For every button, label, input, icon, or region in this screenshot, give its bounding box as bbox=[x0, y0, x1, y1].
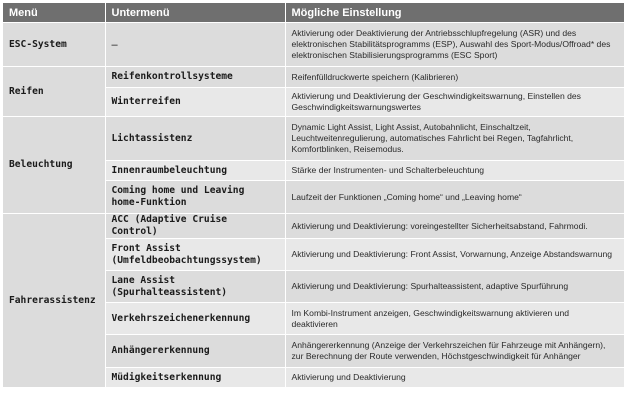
setting-cell-anhaengererkennung: Anhängererkennung (Anzeige der Verkehrszeichen für Fahrzeuge mit Anhängern), zur Berechnung der Route verwenden, Höchstgeschwindigkeit für Anhänger bbox=[285, 335, 624, 368]
submenu-cell-anhaengererkennung: Anhängererkennung bbox=[105, 335, 285, 368]
setting-cell-reifenkontrollsysteme: Reifenfülldruckwerte speichern (Kalibrieren) bbox=[285, 67, 624, 88]
submenu-cell-reifenkontrollsysteme: Reifenkontrollsysteme bbox=[105, 67, 285, 88]
submenu-cell-acc: ACC (Adaptive Cruise Control) bbox=[105, 214, 285, 239]
setting-cell-winterreifen: Aktivierung und Deaktivierung der Geschwindigkeitswarnung, Einstellen des Geschwindigkeitswarnungswertes bbox=[285, 88, 624, 117]
table-header-row bbox=[3, 3, 624, 23]
setting-cell-verkehrszeichenerkennung: Im Kombi-Instrument anzeigen, Geschwindigkeitswarnung aktivieren und deaktivieren bbox=[285, 303, 624, 335]
submenu-cell-muedigkeitserkennung: Müdigkeitserkennung bbox=[105, 368, 285, 388]
submenu-cell-verkehrszeichenerkennung: Verkehrszeichenerkennung bbox=[105, 303, 285, 335]
submenu-cell-esc: – bbox=[105, 23, 285, 67]
setting-cell-coming-home: Laufzeit der Funktionen „Coming home“ und „Leaving home“ bbox=[285, 181, 624, 214]
menu-cell-reifen: Reifen bbox=[3, 67, 105, 117]
header-submenu: Untermenü bbox=[105, 3, 285, 23]
table-row-acc bbox=[3, 214, 624, 239]
table-row-esc bbox=[3, 23, 624, 67]
menu-cell-beleuchtung: Beleuchtung bbox=[3, 117, 105, 214]
setting-cell-lichtassistenz: Dynamic Light Assist, Light Assist, Autobahnlicht, Einschaltzeit, Leuchtweitenregulierung, automatisches Fahrlicht bei Regen, Tagfahrlicht, Komfortblinken, Reisemodus. bbox=[285, 117, 624, 161]
header-menu: Menü bbox=[3, 3, 105, 23]
setting-cell-lane-assist: Aktivierung und Deaktivierung: Spurhalteassistent, adaptive Spurführung bbox=[285, 271, 624, 303]
settings-table bbox=[3, 3, 625, 388]
submenu-cell-innenraumbeleuchtung: Innenraumbeleuchtung bbox=[105, 161, 285, 181]
setting-cell-acc: Aktivierung und Deaktivierung: voreingestellter Sicherheitsabstand, Fahrmodi. bbox=[285, 214, 624, 239]
setting-cell-muedigkeitserkennung: Aktivierung und Deaktivierung bbox=[285, 368, 624, 388]
submenu-cell-winterreifen: Winterreifen bbox=[105, 88, 285, 117]
menu-cell-esc-system: ESC-System bbox=[3, 23, 105, 67]
setting-cell-innenraumbeleuchtung: Stärke der Instrumenten- und Schalterbeleuchtung bbox=[285, 161, 624, 181]
setting-cell-esc: Aktivierung oder Deaktivierung der Antriebsschlupfregelung (ASR) und des elektronischen Stabilitätsprogramms (ESP), Auswahl des Sport-Modus/Offroad* des elektronischen Stabilisierungsprogramms (ESC Sport) bbox=[285, 23, 624, 67]
submenu-cell-lane-assist: Lane Assist (Spurhalteassistent) bbox=[105, 271, 285, 303]
header-setting: Mögliche Einstellung bbox=[285, 3, 624, 23]
menu-cell-fahrerassistenz: Fahrerassistenz bbox=[3, 214, 105, 388]
table-row-reifenkontrollsysteme bbox=[3, 67, 624, 88]
submenu-cell-coming-home: Coming home und Leaving home-Funktion bbox=[105, 181, 285, 214]
table-row-lichtassistenz bbox=[3, 117, 624, 161]
submenu-cell-front-assist: Front Assist (Umfeldbeobachtungssystem) bbox=[105, 239, 285, 271]
setting-cell-front-assist: Aktivierung und Deaktivierung: Front Assist, Vorwarnung, Anzeige Abstandswarnung bbox=[285, 239, 624, 271]
submenu-cell-lichtassistenz: Lichtassistenz bbox=[105, 117, 285, 161]
